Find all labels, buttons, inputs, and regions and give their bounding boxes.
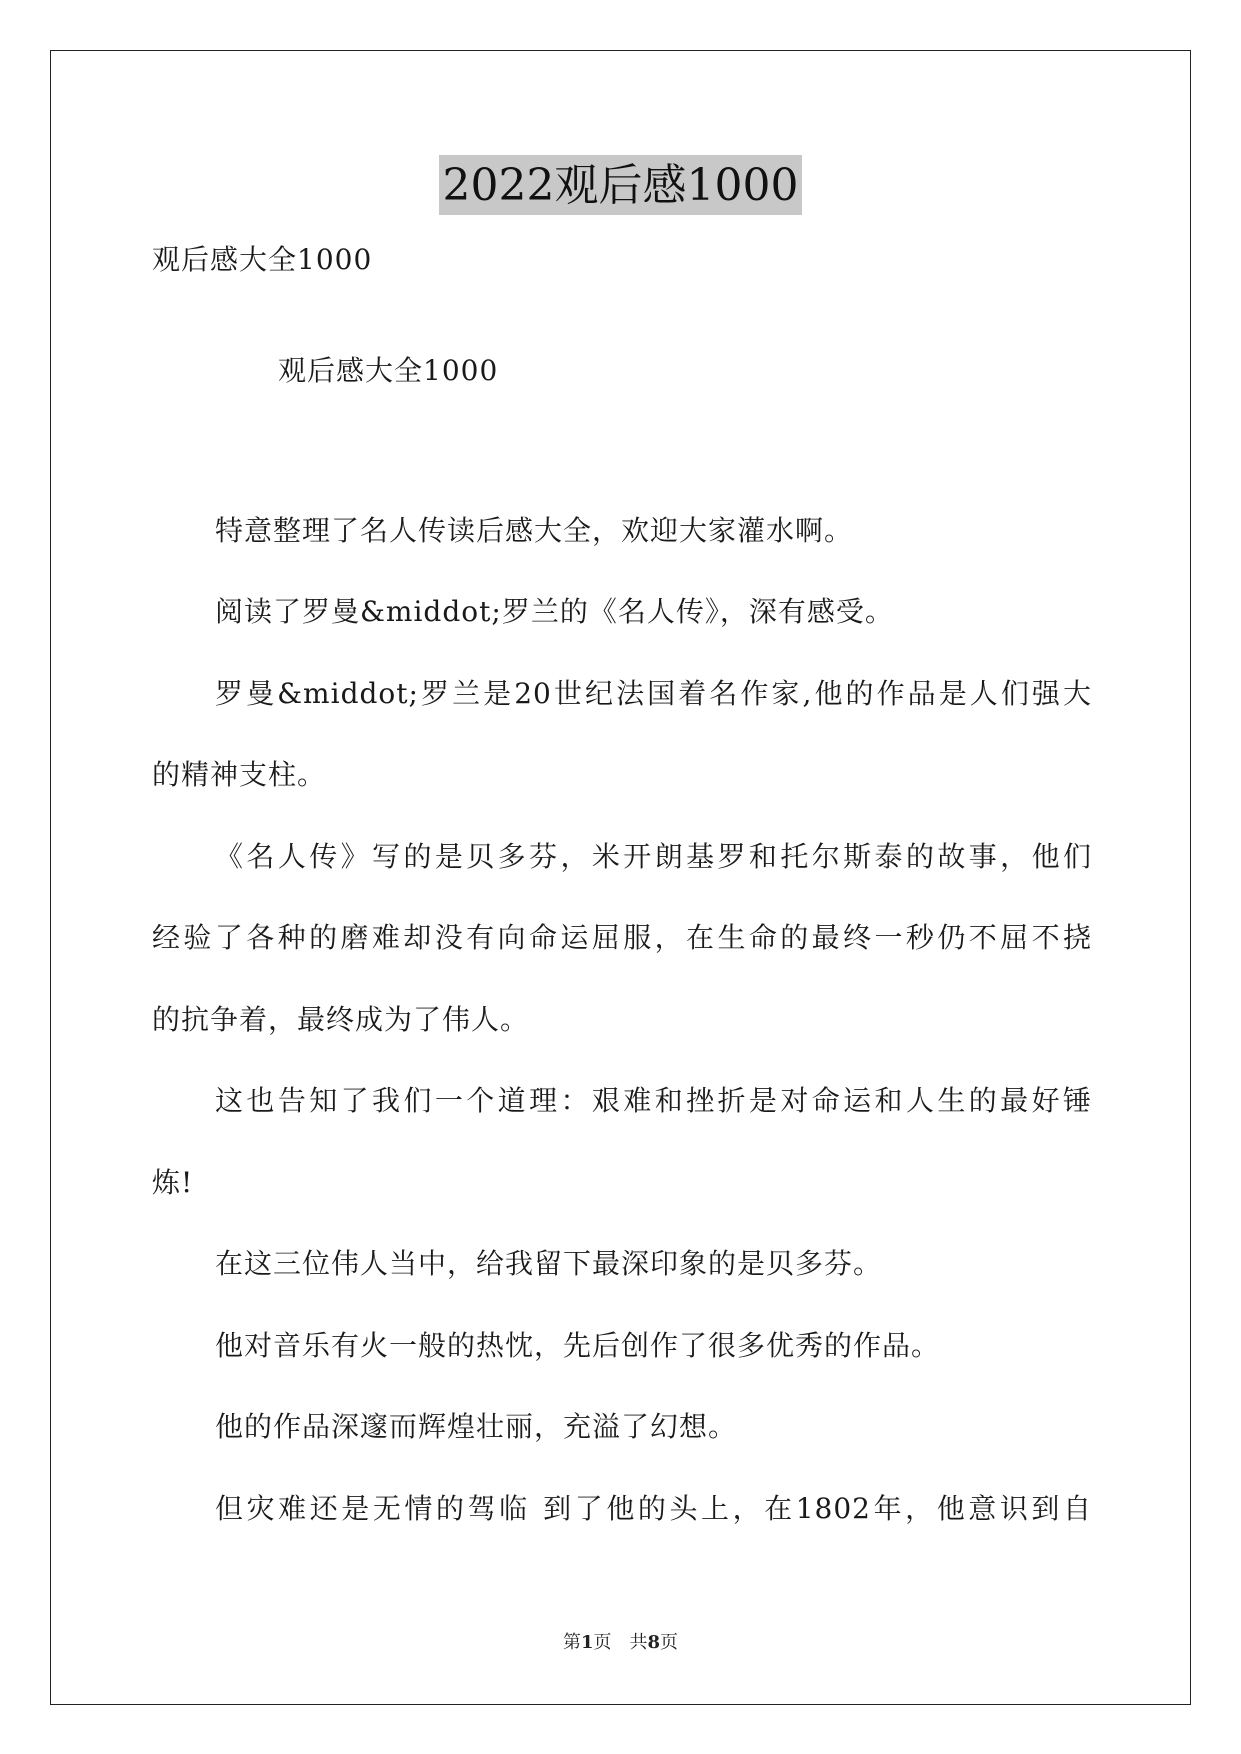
document-title: 2022观后感1000: [439, 155, 803, 215]
page-frame: [50, 50, 1191, 1705]
paragraph-line: 他对音乐有火一般的热忱，先后创作了很多优秀的作品。: [215, 1329, 941, 1362]
title-container: [0, 155, 1241, 215]
footer-mid: 页 共: [593, 1632, 648, 1653]
paragraph-line: 《名人传》写的是贝多芬，米开朗基罗和托尔斯泰的故事，他们: [215, 840, 1092, 873]
paragraph-line: 阅读了罗曼&middot;罗兰的《名人传》，深有感受。: [215, 595, 894, 628]
paragraph-line: 特意整理了名人传读后感大全，欢迎大家灌水啊。: [215, 514, 854, 547]
subtitle-line-2: 观后感大全1000: [278, 354, 499, 387]
paragraph-line: 罗曼&middot;罗兰是20世纪法国着名作家,他的作品是人们强大: [215, 677, 1092, 710]
paragraph-line: 这也告知了我们一个道理：艰难和挫折是对命运和人生的最好锤: [215, 1084, 1092, 1117]
paragraph-line: 经验了各种的磨难却没有向命运屈服，在生命的最终一秒仍不屈不挠: [152, 921, 1092, 954]
page-footer: [0, 1632, 1241, 1654]
footer-total-pages: 8: [647, 1632, 661, 1653]
paragraph-line: 的精神支柱。: [152, 758, 327, 791]
footer-suffix: 页: [660, 1632, 679, 1653]
footer-prefix: 第: [562, 1632, 581, 1653]
paragraph-line: 但灾难还是无情的驾临 到了他的头上，在1802年，他意识到自: [215, 1492, 1092, 1525]
paragraph-line: 的抗争着，最终成为了伟人。: [152, 1003, 530, 1036]
paragraph-line: 他的作品深邃而辉煌壮丽，充溢了幻想。: [215, 1410, 738, 1443]
paragraph-line: 在这三位伟人当中，给我留下最深印象的是贝多芬。: [215, 1247, 883, 1280]
footer-page-number: 1: [580, 1632, 594, 1653]
paragraph-line: 炼!: [152, 1166, 194, 1199]
subtitle-line-1: 观后感大全1000: [152, 243, 373, 276]
